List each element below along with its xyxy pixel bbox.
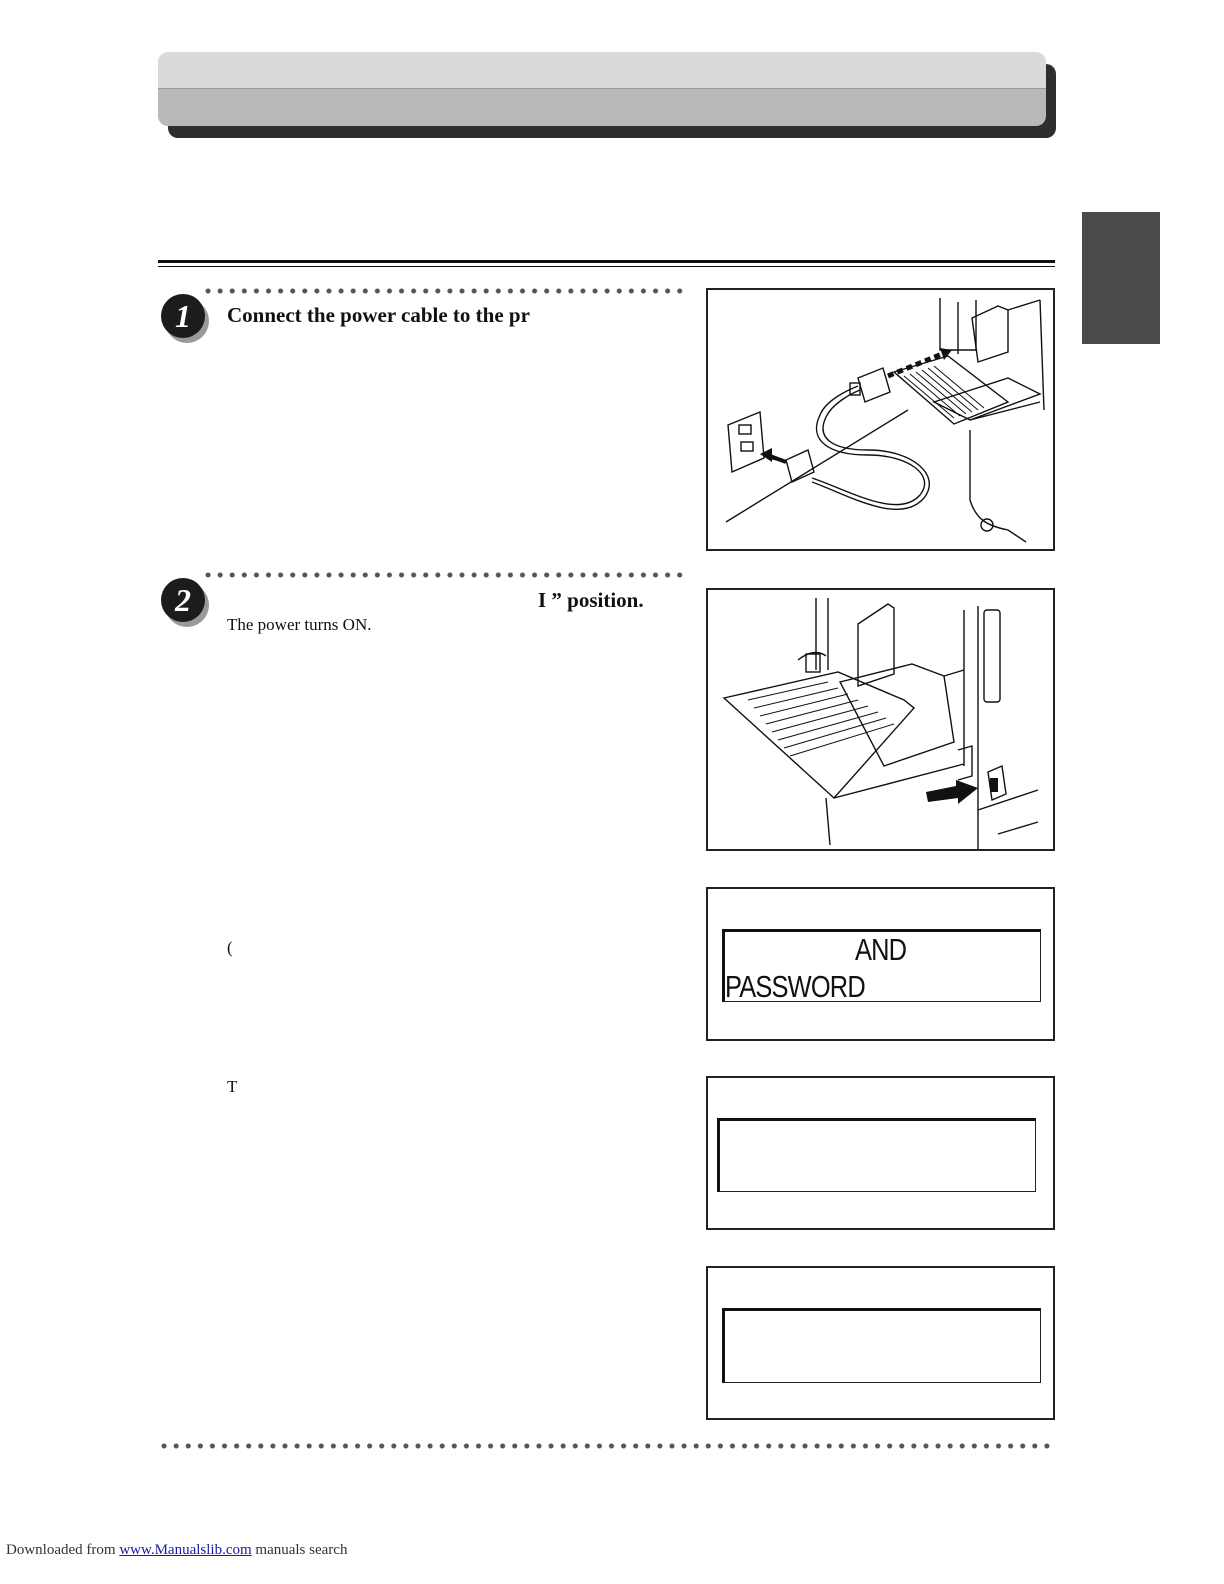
lcd-screen-2 xyxy=(717,1118,1036,1192)
note-paren: ( xyxy=(227,938,233,957)
power-switch-illustration xyxy=(706,588,1055,851)
footer xyxy=(6,1542,347,1559)
lcd-panel-3 xyxy=(706,1266,1055,1420)
lcd-panel-1 xyxy=(706,887,1055,1041)
step-1-number: 1 xyxy=(175,297,191,334)
lcd-panel-2 xyxy=(706,1076,1055,1230)
lcd-1-line-1: AND xyxy=(855,932,907,967)
step-1-heading: Connect the power cable to the pr xyxy=(227,303,530,327)
footer-link[interactable]: www.Manualslib.com xyxy=(119,1542,252,1558)
note-t: T xyxy=(227,1077,238,1096)
bottom-dotted-rule xyxy=(158,1443,1056,1449)
step-2-number: 2 xyxy=(175,581,191,618)
step-2-body: The power turns ON. xyxy=(227,615,372,634)
footer-prefix: Downloaded from xyxy=(6,1542,116,1558)
chapter-tab xyxy=(1082,212,1160,344)
power-cable-illustration xyxy=(706,288,1055,551)
lcd-1-line-2: PASSWORD xyxy=(725,969,865,1004)
header-bar-divider xyxy=(158,88,1046,89)
footer-suffix: manuals search xyxy=(255,1542,348,1558)
step-1-badge xyxy=(161,294,205,338)
lcd-screen-1 xyxy=(722,929,1041,1002)
section-rule-thin xyxy=(158,266,1055,267)
step-2-heading: I ” position. xyxy=(538,588,644,612)
section-rule-thick xyxy=(158,260,1055,263)
step-2-dotted-rule xyxy=(202,572,688,578)
header-bar xyxy=(158,52,1046,126)
lcd-screen-3 xyxy=(722,1308,1041,1383)
power-cable-drawing xyxy=(708,290,1053,549)
step-2-badge xyxy=(161,578,205,622)
power-switch-drawing xyxy=(708,590,1053,849)
step-1-dotted-rule xyxy=(202,288,688,294)
